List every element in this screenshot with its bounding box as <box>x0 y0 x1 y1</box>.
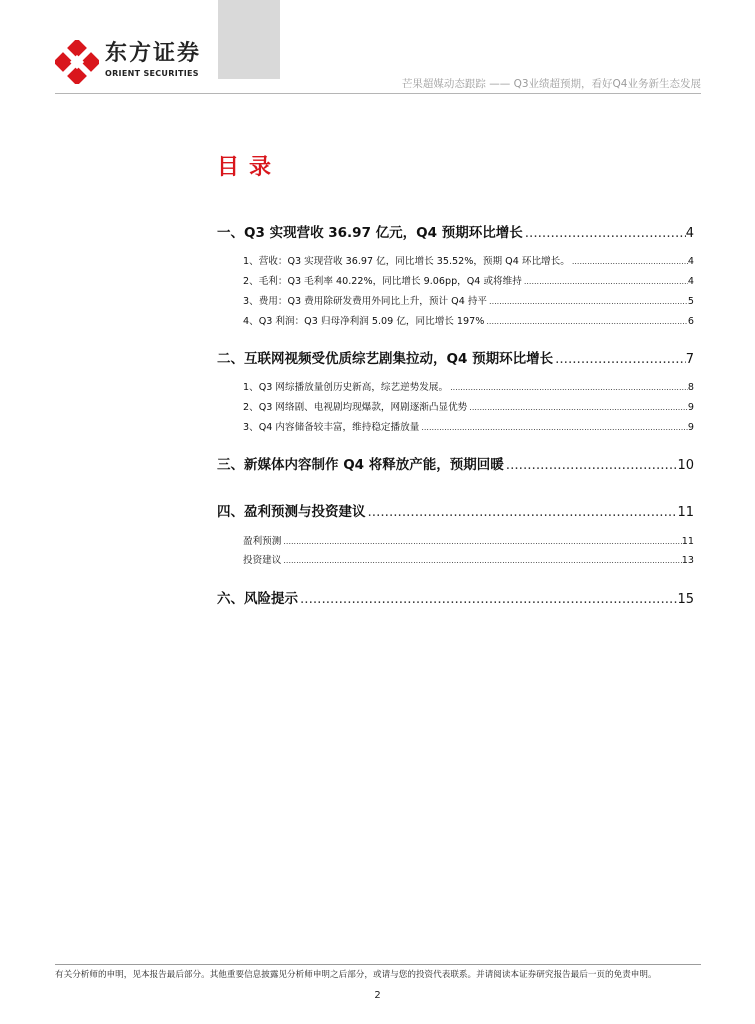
toc-entry-title: 二、互联网视频受优质综艺剧集拉动，Q4 预期环比增长 <box>217 351 554 367</box>
toc-entry-title: 一、Q3 实现营收 36.97 亿元，Q4 预期环比增长 <box>217 225 523 241</box>
toc-entry[interactable] <box>243 293 694 307</box>
toc-leader-dots <box>298 591 677 607</box>
toc-leader-dots <box>523 225 686 241</box>
toc-entry-page: 7 <box>685 352 694 367</box>
toc-heading: 目录 <box>217 155 282 180</box>
toc-entry[interactable] <box>243 313 694 327</box>
toc-entry-title: 1、营收：Q3 实现营收 36.97 亿，同比增长 35.52%，预期 Q4 环比增长。 <box>243 256 570 267</box>
toc-entry[interactable] <box>243 419 694 433</box>
toc-entry[interactable] <box>217 221 694 241</box>
toc-leader-dots <box>522 277 688 286</box>
header-divider <box>55 93 701 94</box>
footer-divider <box>55 964 701 965</box>
toc-entry-title: 六、风险提示 <box>217 591 298 607</box>
toc-leader-dots <box>484 317 688 326</box>
toc-entry-page: 13 <box>681 555 694 566</box>
toc-entry-page: 11 <box>677 505 694 520</box>
toc-entry[interactable] <box>243 253 694 267</box>
toc-entry-title: 2、毛利：Q3 毛利率 40.22%，同比增长 9.06pp，Q4 或将维持 <box>243 276 522 287</box>
toc-entry[interactable] <box>243 399 694 413</box>
toc-entry-title: 盈利预测 <box>243 536 282 547</box>
toc-entry-page: 8 <box>687 382 694 393</box>
toc-entry-page: 4 <box>685 226 694 241</box>
toc-entry[interactable] <box>243 379 694 393</box>
toc-entry-title: 4、Q3 利润：Q3 归母净利润 5.09 亿，同比增长 197% <box>243 316 485 327</box>
toc-leader-dots <box>467 403 688 412</box>
toc-entry-title: 3、费用：Q3 费用除研发费用外同比上升，预计 Q4 持平 <box>243 296 488 307</box>
toc-leader-dots <box>504 457 678 473</box>
toc-entry[interactable] <box>243 533 694 547</box>
toc-leader-dots <box>281 556 681 565</box>
toc-entry[interactable] <box>243 273 694 287</box>
toc-entry-page: 11 <box>681 536 694 547</box>
toc-entry-title: 三、新媒体内容制作 Q4 将释放产能，预期回暖 <box>217 457 504 473</box>
toc-entry[interactable] <box>217 500 694 520</box>
header-decor-bar <box>218 0 280 79</box>
toc-entry[interactable] <box>217 347 694 367</box>
toc-leader-dots <box>553 351 686 367</box>
toc-entry-title: 四、盈利预测与投资建议 <box>217 504 366 520</box>
brand-block <box>105 41 201 79</box>
toc-entry[interactable] <box>217 453 694 473</box>
toc-leader-dots <box>570 257 688 266</box>
toc-entry-page: 15 <box>677 592 694 607</box>
page-number: 2 <box>374 990 381 1001</box>
toc-entry-page: 9 <box>687 402 694 413</box>
toc-entry-page: 6 <box>687 316 694 327</box>
toc-entry-page: 4 <box>687 256 694 267</box>
toc-leader-dots <box>419 423 688 432</box>
toc-leader-dots <box>448 383 688 392</box>
toc-entry-title: 投资建议 <box>243 555 282 566</box>
report-title: 芒果超媒动态跟踪 —— Q3业绩超预期，看好Q4业务新生态发展 <box>401 78 701 90</box>
toc-entry-page: 5 <box>687 296 694 307</box>
brand-name-en: ORIENT SECURITIES <box>105 69 199 78</box>
toc-leader-dots <box>366 504 678 520</box>
toc-leader-dots <box>281 537 681 546</box>
footer-disclaimer: 有关分析师的申明，见本报告最后部分。其他重要信息披露见分析师申明之后部分，或请与您的投资代表联系。并请阅读本证券研究报告最后一页的免责申明。 <box>55 970 657 980</box>
toc-entry[interactable] <box>243 552 694 566</box>
toc-entry-page: 4 <box>687 276 694 287</box>
toc-entry-page: 10 <box>677 458 694 473</box>
toc-entry-page: 9 <box>687 422 694 433</box>
orient-securities-logo-icon <box>55 40 99 84</box>
toc-entry-title: 3、Q4 内容储备较丰富，维持稳定播放量 <box>243 422 420 433</box>
toc-entry-title: 1、Q3 网综播放量创历史新高，综艺逆势发展。 <box>243 382 449 393</box>
toc-entry[interactable] <box>217 587 694 607</box>
brand-name-cn: 东方证券 <box>105 41 202 66</box>
toc-leader-dots <box>487 297 688 306</box>
toc-entry-title: 2、Q3 网络剧、电视剧均现爆款，网剧逐渐凸显优势 <box>243 402 468 413</box>
